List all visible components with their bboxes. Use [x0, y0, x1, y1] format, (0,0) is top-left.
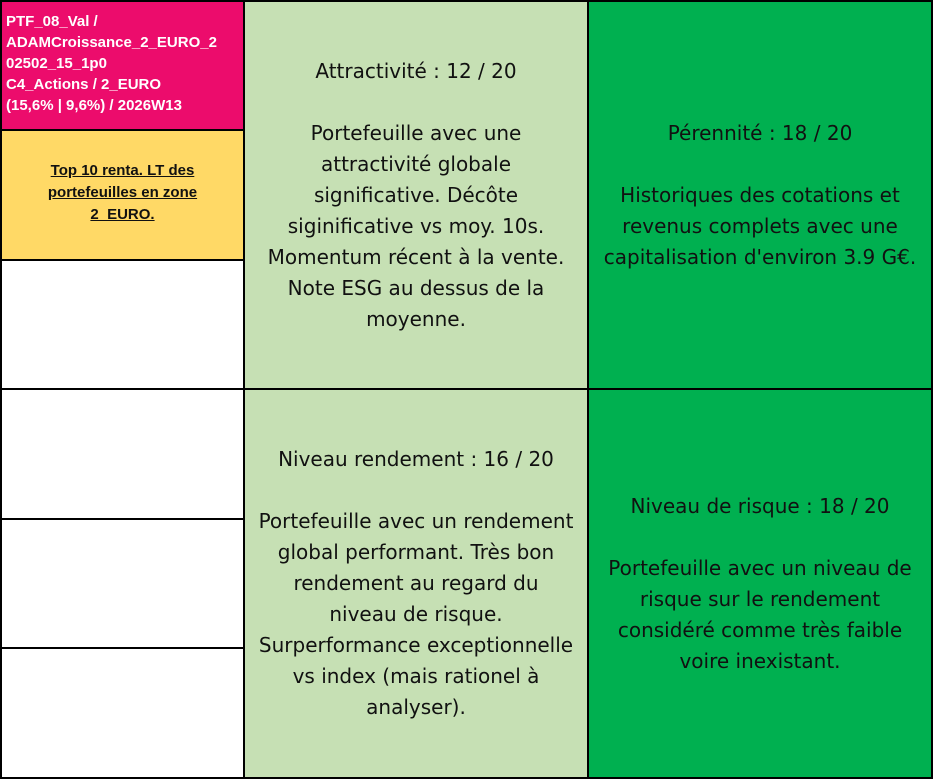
- attractivite-description: Portefeuille avec une attractivité globale significative. Décôte siginificative vs moy. 10s. Momentum récent à la vente. Note ESG au dessus de la moyenne.: [267, 120, 565, 331]
- risque-description: Portefeuille avec un niveau de risque sur le rendement considéré comme très faible voire inexistant.: [608, 555, 912, 673]
- empty-cell: [0, 647, 245, 779]
- portfolio-title-line: 02502_15_1p0: [6, 55, 107, 72]
- attractivite-cell: [243, 0, 589, 390]
- rendement-description: Portefeuille avec un rendement global performant. Très bon rendement au regard du niveau de risque. Surperformance exceptionnelle vs index (mais rationel à analyser).: [258, 509, 574, 719]
- rendement-title: Niveau rendement : 16 / 20: [278, 447, 554, 471]
- top-ranking-label: Top 10 renta. LT des portefeuilles en zone 2_EURO.: [47, 162, 198, 223]
- portfolio-title-cell: [0, 0, 245, 131]
- empty-cell: [0, 518, 245, 649]
- rendement-cell: [243, 388, 589, 779]
- perennite-cell: [587, 0, 933, 390]
- portfolio-title-line: ADAMCroissance_2_EURO_2: [6, 34, 217, 51]
- risque-title: Niveau de risque : 18 / 20: [630, 493, 890, 518]
- risque-cell: [587, 388, 933, 779]
- perennite-description: Historiques des cotations et revenus complets avec une capitalisation d'environ 3.9 G€.: [603, 182, 917, 269]
- empty-cell: [0, 259, 245, 390]
- portfolio-title-line: C4_Actions / 2_EURO: [6, 76, 162, 93]
- portfolio-title-line: (15,6% | 9,6%) / 2026W13: [6, 97, 182, 114]
- top-ranking-cell: [0, 129, 245, 261]
- portfolio-title-line: PTF_08_Val /: [6, 13, 98, 30]
- attractivite-title: Attractivité : 12 / 20: [315, 58, 517, 83]
- perennite-title: Pérennité : 18 / 20: [667, 120, 853, 145]
- empty-cell: [0, 388, 245, 520]
